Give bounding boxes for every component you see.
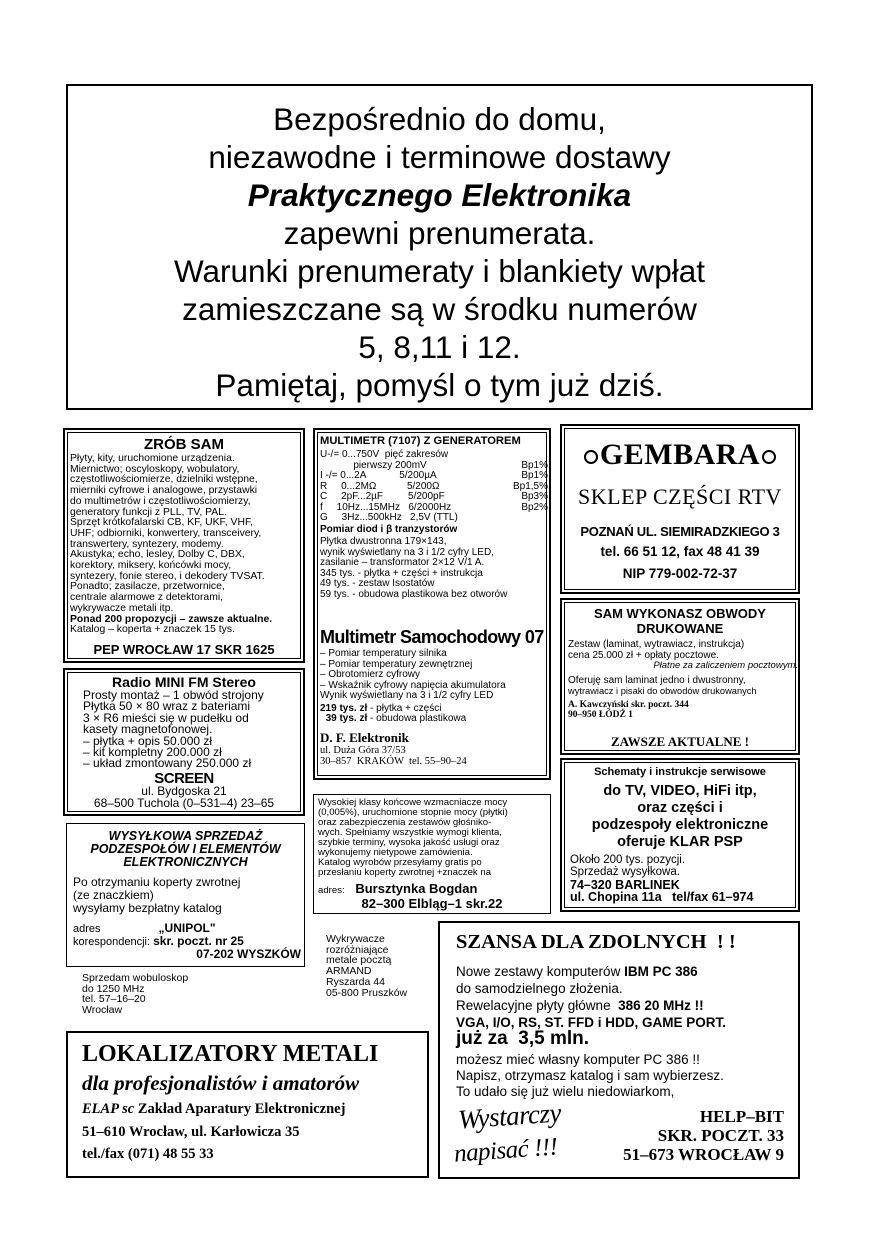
wzmacniacze-line: przesłaniu koperty zwrotnej +znaczek na [318,867,492,878]
wobuloskop-line: tel. 57–16–20 [82,993,146,1006]
zrob-sam-line: częstotliwościomierze, dzielniki wstępne, [70,474,258,486]
radio-line: – kit kompletny 200.000 zł [83,745,222,760]
radio-line: kasety magnetofonowej. [83,722,213,737]
wobuloskop-line: Wrocław [82,1004,123,1017]
zrob-sam-line: Ponadto; zasilacze, przetwornice, [70,581,225,593]
gembara-ad [560,424,800,594]
circle-icon [584,450,598,464]
unipol-line: Po otrzymaniu koperty zwrotnej [73,875,241,889]
subscription-line: Pamiętaj, pomyśl o tym już dziś. [215,367,664,403]
radio-line: Płytka 50 × 80 wraz z bateriami [83,699,251,714]
lokalizatory-ad [66,1031,429,1178]
sam-wykonasz-line: Zestaw (laminat, wytrawiacz, instrukcja) [568,639,745,650]
wzmacniacze-line: Wysokiej klasy końcowe wzmacniacze mocy [318,797,508,808]
spec-row: pierwszy 200mV [320,459,427,471]
wzmacniacze-adres-label: adres: [318,885,345,896]
multimetr-pomiar: Pomiar diod i β tranzystorów [320,523,458,535]
wzmacniacze-line: Katalog wyrobów przesyłamy gratis po [318,857,482,868]
subscription-line: Warunki prenumeraty i blankiety wpłat [173,253,706,289]
zrob-sam-ad [63,428,305,663]
szansa-handwritten: Wystarczy [457,1097,562,1135]
gembara-address: POZNAŃ UL. SIEMIRADZKIEGO 3 [580,524,780,539]
schematy-line: oferuje KLAR PSP [617,834,743,850]
radio-ad [63,668,305,816]
szansa-board: 386 20 MHz !! [618,998,704,1013]
subscription-line: Bezpośrednio do domu, [273,101,606,137]
zrob-sam-line: Płyty, kity, uruchomione urządzenia. [70,453,235,464]
szansa-skr: SKR. POCZT. 33 [657,1126,784,1145]
spec-accuracy: Bp1% [521,470,548,481]
schematy-line: podzespoły elektroniczne [591,817,769,833]
multimetr-ad [313,428,551,780]
radio-street: ul. Bydgoska 21 [141,784,227,798]
zrob-sam-line: korektory, miksery, końcówki mocy, [70,560,232,572]
unipol-name: „UNIPOL" [158,921,216,935]
wykrywacze-ad [326,934,407,998]
spec-row: I -/= 0...2A 5/200µA [320,470,437,481]
sam-wykonasz-italic: Płatne za zaliczeniem pocztowym. [653,660,798,671]
wykrywacze-line: rozróżniające [326,943,389,956]
multimetr-plytka-line: Płytka dwustronna 179×143, [320,536,447,547]
lokalizatory-address: 51–610 Wrocław, ul. Karłowicza 35 [82,1124,300,1140]
lokalizatory-subtitle: dla profesjonalistów i amatorów [82,1071,360,1095]
radio-line: – układ zmontowany 250.000 zł [83,756,252,771]
wzmacniacze-line: wych. Spełniamy wszystkie wymogi klienta, [318,827,502,838]
szansa-ad [438,921,800,1179]
radio-line: 3 × R6 mieści się w pudełku od [83,710,249,725]
sam-wykonasz-ad [560,598,800,755]
spec-accuracy: Bp1% [521,459,548,471]
gembara-phone: tel. 66 51 12, fax 48 41 39 [600,544,760,559]
spec-accuracy: Bp1,5% [512,480,548,492]
wzmacniacze-ad [313,794,551,914]
schematy-street: ul. Chopina 11a [570,890,662,904]
zrob-sam-title: ZRÓB SAM [144,436,224,453]
schematy-line: do TV, VIDEO, HiFi itp, [603,783,757,799]
unipol-ad [66,823,305,967]
szansa-pc-model: IBM PC 386 [624,964,698,979]
szansa-company: HELP–BIT [699,1107,784,1126]
multimetr-auto-price: 39 tys. zł [325,713,368,724]
wykrywacze-line: 05-800 Pruszków [326,986,408,999]
wzmacniacze-line: oraz zabezpieczenia zestawów głośniko- [318,817,492,828]
szansa-line: Napisz, otrzymasz katalog i sam wybierzesz. [456,1068,724,1083]
zrob-sam-footer: PEP WROCŁAW 17 SKR 1625 [93,642,275,657]
unipol-title: PODZESPOŁÓW I ELEMENTÓW [90,842,281,856]
wzmacniacze-name: Bursztynka Bogdan [355,881,478,896]
multimetr-auto-price-desc: - obudowa plastikowa [370,713,467,724]
multimetr-auto-line: – Obrotomierz cyfrowy [320,669,421,680]
gembara-title: GEMBARA [599,438,761,471]
sam-wykonasz-address: A. Kawczyński skr. poczt. 344 [568,699,689,710]
multimetr-auto-line: – Pomiar temperatury zewnętrznej [320,658,473,670]
multimetr-auto-line: Wynik wyświetlany na 3 i 1/2 cyfry LED [320,690,494,701]
wzmacniacze-line: szybkie terminy, wysoka jakość usługi oraz [318,837,500,848]
spec-accuracy: Bp2% [521,501,548,513]
wzmacniacze-city: 82–300 Elbląg–1 skr.22 [361,896,503,911]
zrob-sam-line: UHF; odbiorniki, konwertery, transceivery, [70,527,262,539]
zrob-sam-line: syntezery, fonie stereo, i dekodery TVSAT. [70,570,265,582]
szansa-price: już za 3,5 mln. [456,1028,590,1049]
subscription-ad [66,84,813,410]
wzmacniacze-line: wykonujemy nietypowe zamówienia. [318,847,473,858]
sam-wykonasz-address: 90–950 ŁÓDŹ 1 [568,710,633,720]
gembara-nip: NIP 779-002-72-37 [622,566,738,581]
multimetr-auto-line: – Wskaźnik cyfrowy napięcia akumulatora [320,679,506,691]
multimetr-price: 345 tys. - płytka + części + instrukcja [320,567,483,579]
szansa-line: Rewelacyjne płyty główne [456,998,619,1013]
wobuloskop-ad [82,973,188,1016]
schematy-line: oraz części i [637,800,723,816]
subscription-line: niezawodne i terminowe dostawy [208,139,671,175]
zrob-sam-line: Sprzęt krótkofalarski CB, KF, UKF, VHF, [70,517,254,529]
unipol-line: wysyłamy bezpłatny katalog [73,901,222,915]
zrob-sam-line: wykrywacze metali itp. [70,602,174,614]
zrob-sam-line: mierniki cyfrowe i analogowe, przystawki [70,485,258,497]
multimetr-auto-price: 219 tys. zł [320,702,368,714]
wykrywacze-line: Ryszarda 44 [326,975,385,988]
zrob-sam-line: transwertery, syntezery, modemy. [70,538,224,550]
zrob-sam-line: Miernictwo; oscyloskopy, wobulatory, [70,463,240,475]
zrob-sam-line: Katalog – koperta + znaczek 15 tys. [70,624,235,636]
spec-accuracy: Bp3% [521,491,548,502]
multimetr-plytka-line: wynik wyświetlany na 3 i 1/2 cyfry LED, [320,546,494,558]
zrob-sam-line: Ponad 200 propozycji – zawsze aktualne. [70,613,273,625]
spec-row: R 0...2MΩ 5/200Ω [320,480,440,492]
unipol-adres-label: adres [73,923,101,935]
spec-row: f 10Hz...15MHz 6/2000Hz [320,501,452,513]
subscription-line: 5, 8,11 i 12. [358,329,521,365]
radio-city: 68–500 Tuchola (0–531–4) 23–65 [93,796,275,810]
radio-line: Prosty montaż – 1 obwód strojony [83,688,264,702]
schematy-phone: tel/fax 61–974 [672,890,754,904]
szansa-line: możesz mieć własny komputer PC 386 !! [456,1052,700,1067]
wobuloskop-line: Sprzedam wobuloskop [82,972,189,984]
sam-wykonasz-footer: ZAWSZE AKTUALNE ! [611,734,749,749]
sam-wykonasz-title: DRUKOWANE [636,621,724,636]
schematy-ad [560,758,800,912]
zrob-sam-line: do multimetrów i częstotliwościomierzy, [70,495,251,507]
schematy-title: Schematy i instrukcje serwisowe [594,766,766,778]
szansa-line: do samodzielnego złożenia. [456,981,623,996]
multimetr-price: 49 tys. - zestaw Isostatów [320,578,435,589]
subscription-line: zamieszczane są w środku numerów [182,291,697,327]
multimetr-plytka-line: zasilanie – transformator 2×12 V/1 A. [320,557,485,568]
multimetr-company: D. F. Elektronik [320,730,409,745]
lokalizatory-title: LOKALIZATORY METALI [82,1041,379,1067]
unipol-line: (ze znaczkiem) [73,888,154,902]
unipol-kor-label: korespondencji: [73,936,151,948]
spec-row: U-/= 0...750V pięć zakresów [320,449,449,460]
multimetr-auto-title: Multimetr Samochodowy 07 [320,627,544,647]
spec-row: C 2pF...2µF 5/200pF [320,491,445,502]
multimetr-price: 59 tys. - obudowa plastikowa bez otworów [320,588,508,600]
unipol-title: WYSYŁKOWA SPRZEDAŻ [108,829,263,843]
zrob-sam-line: centrale alarmowe z detektorami, [70,592,224,604]
szansa-line: Nowe zestawy komputerów [456,964,625,979]
multimetr-auto-line: – Pomiar temperatury silnika [320,648,447,659]
unipol-skr: skr. poczt. nr 25 [153,934,244,948]
sam-wykonasz-title: SAM WYKONASZ OBWODY [594,606,766,621]
circle-icon [762,450,776,464]
szansa-line: To udało się już wielu niedowiarkom, [456,1084,675,1099]
wykrywacze-line: Wykrywacze [326,933,385,945]
sam-wykonasz-offer: wytrawiacz i pisaki do obwodów drukowanych [568,686,757,696]
wobuloskop-line: do 1250 MHz [82,982,145,995]
unipol-city: 07-202 WYSZKÓW [196,947,301,961]
gembara-subtitle: SKLEP CZĘŚCI RTV [578,484,782,509]
sam-wykonasz-offer: Oferuję sam laminat jedno i dwustronny, [568,674,746,686]
sam-wykonasz-line: cena 25.000 zł + opłaty pocztowe. [568,649,719,661]
radio-line: – płytka + opis 50.000 zł [83,733,213,748]
szansa-title: SZANSA DLA ZDOLNYCH ! ! [456,931,736,953]
wykrywacze-line: ARMAND [326,965,372,978]
multimetr-address: ul. Duża Góra 37/53 [320,745,406,756]
lokalizatory-company-desc: Zakład Aparatury Elektronicznej [134,1101,346,1117]
multimetr-address: 30–857 KRAKÓW tel. 55–90–24 [320,756,467,767]
wykrywacze-line: metale pocztą [326,954,392,967]
schematy-info: Około 200 tys. pozycji. [570,854,686,866]
wzmacniacze-line: (0,005%), uruchomione stopnie mocy (płytki) [318,807,508,818]
schematy-info: Sprzedaż wysyłkowa. [570,866,680,878]
multimetr-title: MULTIMETR (7107) Z GENERATOREM [320,435,521,447]
lokalizatory-phone: tel./fax (071) 48 55 33 [82,1146,214,1162]
szansa-spec: VGA, I/O, RS, ST. FFD i HDD, GAME PORT. [456,1015,727,1030]
schematy-city: 74–320 BARLINEK [570,878,680,892]
zrob-sam-line: generatory funkcji z PLL, TV, PAL. [70,506,227,518]
spec-row: G 3Hz...500kHz 2,5V (TTL) [320,512,458,523]
radio-brand: SCREEN [154,770,214,787]
szansa-city: 51–673 WROCŁAW 9 [623,1145,784,1164]
lokalizatory-company-name: ELAP sc [82,1101,135,1117]
zrob-sam-line: Akustyka; echo, lesley, Dolby C, DBX, [70,549,245,561]
szansa-handwritten: napisać !!! [453,1133,559,1168]
subscription-line: zapewni prenumerata. [283,215,596,251]
radio-title: Radio MINI FM Stereo [112,674,256,690]
unipol-title: ELEKTRONICZNYCH [123,855,248,869]
subscription-magazine-title: Praktycznego Elektronika [247,177,632,213]
multimetr-auto-price-desc: - płytka + części [370,702,442,714]
